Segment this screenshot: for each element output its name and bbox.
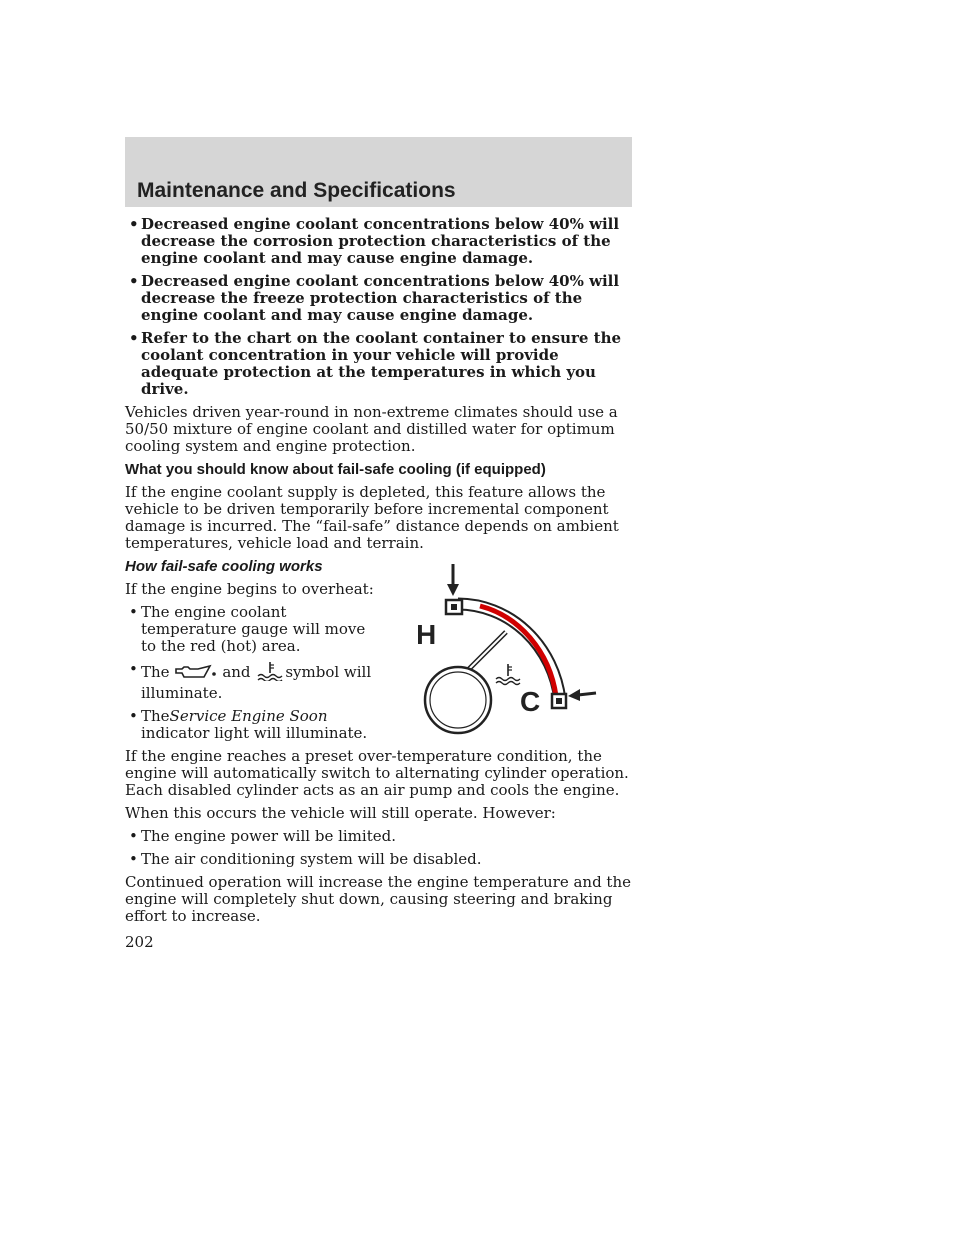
gauge-cold-label: C [520, 686, 541, 717]
bold-bullet: • Decreased engine coolant concentrations below 40% will decrease the corrosion protection characteristics of the engine coolant and may cause engine damage. [129, 215, 620, 267]
temperature-gauge-illustration [418, 560, 600, 735]
list-item: • The engine coolant temperature gauge will move to the red (hot) area. [129, 603, 366, 655]
section-paragraph: If the engine coolant supply is depleted, this feature allows the vehicle to be driven temporarily before incremental component damage is incurred. The “fail-safe” distance depends on ambient temperatures, vehicle load and terrain. [125, 483, 619, 552]
page-number: 202 [125, 933, 154, 951]
overheat-block [125, 581, 381, 742]
section-header [125, 137, 632, 207]
gauge-hot-label: H [418, 619, 437, 650]
subsection-heading: How fail-safe cooling works [125, 558, 323, 575]
overheat-intro: If the engine begins to overheat: [125, 580, 374, 598]
intro-paragraph: Vehicles driven year-round in non-extreme climates should use a 50/50 mixture of engine coolant and distilled water for optimum cooling system and engine protection. [125, 403, 618, 455]
bold-bullet: • Refer to the chart on the coolant container to ensure the coolant concentration in your vehicle will provide adequate protection at the temperatures in which you drive. [129, 329, 622, 398]
oil-can-icon [174, 663, 222, 685]
list-item: • TheService Engine Soon indicator light will illuminate. [129, 707, 368, 742]
list-item: • The engine power will be limited. [129, 827, 396, 845]
coolant-temperature-icon [496, 664, 520, 685]
continued-paragraph: Continued operation will increase the engine temperature and the engine will completely shut down, causing steering and braking effort to increase. [125, 873, 632, 925]
preset-paragraph: If the engine reaches a preset over-temperature condition, the engine will automatically switch to alternating cylinder operation. Each disabled cylinder acts as an air pump and cools the engine. [125, 747, 629, 799]
section-heading: What you should know about fail-safe cooling (if equipped) [125, 461, 546, 478]
list-item: • The air conditioning system will be disabled. [129, 850, 482, 868]
bold-bullet: • Decreased engine coolant concentrations below 40% will decrease the freeze protection characteristics of the engine coolant and may cause engine damage. [129, 272, 620, 324]
section-title: Maintenance and Specifications [137, 179, 456, 202]
coolant-temperature-icon [255, 661, 285, 685]
operate-paragraph: When this occurs the vehicle will still operate. However: [125, 804, 556, 822]
list-item: • The and symbol will illuminate. [129, 660, 372, 702]
